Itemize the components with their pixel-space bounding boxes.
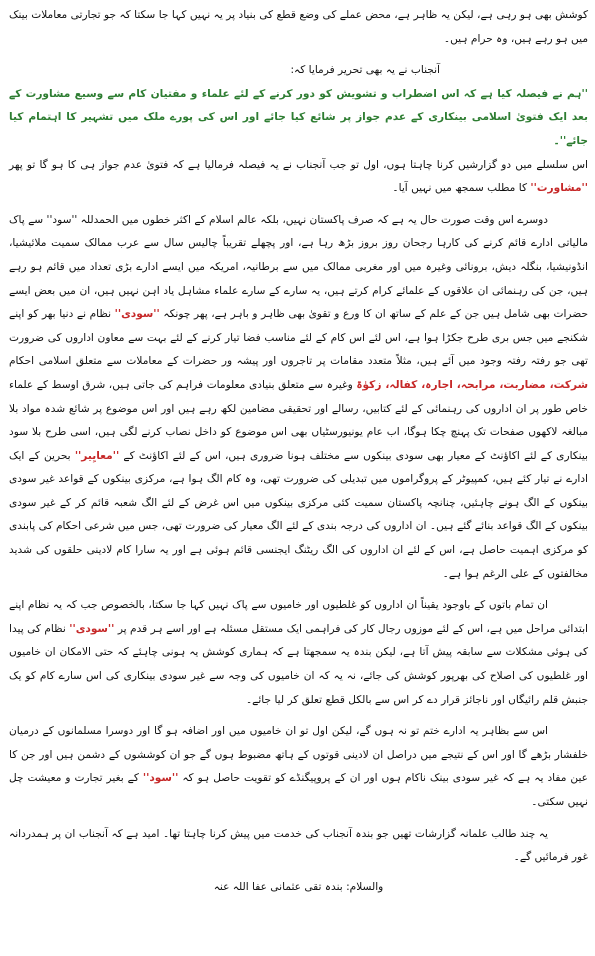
highlight-term: ''سودی'' — [69, 622, 115, 635]
paragraph-closing: یہ چند طالب علمانہ گزارشات تھیں جو بندہ آنجناب کی خدمت میں پیش کرنا چاہتا تھا۔ امید ہے کہ آنجناب ان پر ہمدردانہ غور فرمائیں گے۔ — [9, 827, 588, 864]
paragraph-text: کا مطلب سمجھ میں نہیں آیا۔ — [392, 182, 527, 195]
paragraph-text: بحرین کے ایک ادارے نے تیار کئے ہیں، کمپیوٹر کے پروگراموں میں تبدیلی کی ضرورت تھی، وہ کام الگ ہوا ہے، مرکزی بینکوں کے قواعد غیر سودی بینکوں کے الگ ہونے چاہئیں، چنانچہ پاکستان سمیت کئی مرکزی بینکوں میں اس غرض کے لئے الگ شعبہ قائم کر کے غیر سودی بینکوں کے الگ قواعد بنائے گئے ہیں۔ ان اداروں کی درجہ بندی کے لئے الگ معیار کی ضرورت تھی، جس میں شرعی احکام کی پابندی کو مرکزی اہمیت حاصل ہے، اس کے لئے ان اداروں کی الگ ریٹنگ ایجنسی قائم ہوئی ہے اور یہ سارا کام لادینی حلقوں کی شدید مخالفتوں کے علی الرغم ہوا ہے۔ — [9, 449, 588, 580]
paragraph-consequences — [9, 720, 588, 814]
paragraph-text: اس سے بظاہر یہ ادارے ختم تو نہ ہوں گے، لیکن اول تو ان خامیوں میں اور اضافہ ہو گا اور دوسرا مسلمانوں کے درمیان خلفشار بڑھے گا اور اس کے نتیجے میں دراصل ان لادینی قوتوں کے ہاتھ مضبوط ہوں گے جو ان کوششوں کے دشمن ہیں اور جن کا عین مفاد یہ ہے کہ غیر سودی بینک ناکام ہوں اور ان کے پروپیگنڈے کو تقویت حاصل ہو کہ — [9, 725, 588, 785]
quoted-decision: ''ہم نے فیصلہ کیا ہے کہ اس اضطراب و تشویش کو دور کرنے کے لئے علماء و مفتیان کام سے وسیع مشاورت کے بعد ایک فتویٰ اسلامی بینکاری کے عدم جواز پر شائع کیا جائے اور اس کی پورے ملک میں تشہیر کا اہتمام کیا جائے''۔ — [9, 87, 588, 147]
highlight-terms-list: شرکت، مضاربت، مرابحہ، اجارہ، کفالہ، زکوٰۃ — [356, 378, 588, 391]
paragraph-opening: کوشش بھی ہو رہی ہے، لیکن یہ ظاہر ہے، محض عملے کی وضع قطع کی بنیاد پر یہ نہیں کہا جا سکتا کہ جو تجارتی معاملات بینک میں ہو رہے ہیں، وہ حرام ہیں۔ — [9, 9, 588, 45]
quote-intro: آنجناب نے یہ بھی تحریر فرمایا کہ: — [290, 64, 440, 77]
paragraph-first-point — [9, 154, 588, 201]
paragraph-text: ان تمام باتوں کے باوجود یقیناً ان اداروں کو غلطیوں اور خامیوں سے پاک نہیں کہا جا سکتا، بالخصوص جب کہ یہ نظام اپنے ابتدائی مراحل میں ہے، اس کے لئے موزوں رجال کار کی فراہمی ایک مستقل مسئلہ ہے اور اسے ہر قدم پر — [9, 599, 588, 635]
paragraph-text: کے بغیر تجارت و معیشت چل نہیں سکتی۔ — [9, 772, 588, 808]
paragraph-text: اس سلسلے میں دو گزارشیں کرنا چاہتا ہوں، اول تو جب آنجناب نے یہ فیصلہ فرمالیا ہے کہ فتویٰ عدم جواز ہی کا ہو گا تو پھر — [9, 158, 588, 171]
highlight-term: ''سودی'' — [114, 308, 160, 321]
paragraph-text: نظام نے دنیا بھر کو اپنے شکنجے میں جس بری طرح جکڑا ہوا ہے، اس لئے اس کام کے لئے مناسب فضا تیار کرنے کے لئے بہت سے معاون اداروں کی ضرورت تھی جو رفتہ رفتہ وجود میں آئے ہیں، مثلاً متعدد مقامات پر تاجروں اور پیشہ ور حضرات کے معاملات سے متعلق اسلامی احکام — [9, 308, 588, 368]
paragraph-text: نظام کی پیدا کی ہوئی مشکلات سے سابقہ پیش آتا ہے، لیکن بندہ یہ سمجھتا ہے کہ ہماری کوشش یہ ہونی چاہئے کہ حتی الامکان ان خامیوں اور غلطیوں کی اصلاح کی بھرپور کوشش کی جائے، نہ یہ کہ ان خامیوں کی وجہ سے غیر سودی بینکاری کی اس سارے کام کو یک جنبش قلم رائیگاں اور ناجائز قرار دے کر اس سے بالکل قطع تعلق کر لیا جائے۔ — [9, 622, 588, 706]
paragraph-text: دوسرے اس وقت صورت حال یہ ہے کہ صرف پاکستان نہیں، بلکہ عالم اسلام کے اکثر خطوں میں الحمدللہ ''سود'' سے پاک مالیاتی ادارے قائم کرنے کی کارہا رجحان روز بروز بڑھ رہا ہے، اور پچھلے تقریباً چالیس سال سے عرب ممالک سمیت ملائیشیا، انڈونیشیا، بنگلہ دیش، برونائی وغیرہ میں اور مغربی ممالک میں سے برطانیہ، امریکہ میں ایسے ادارے بڑی تعداد میں قائم ہو رہے ہیں، جن کی رہنمائی ان علاقوں کے علمائے کرام کرتے ہیں، یہ سارے کے سارے علماء مشاہل یاد اہن نہیں ہیں، ان میں بعض ایسے حضرات بھی شامل ہیں جن کے علم کے ساتھ ان کا ورع و تقویٰ بھی ظاہر و باہر ہے، پھر چونکہ — [9, 213, 588, 321]
paragraph-text: وغیرہ سے متعلق بنیادی معلومات فراہم کی جاتی ہیں، شرق اوسط کے علماء خاص طور پر ان اداروں کی رہنمائی کے لئے کتابیں، رسالے اور تحقیقی مضامین لکھ رہے ہیں اور اس موضوع پر شائع شدہ مواد بلا مبالغہ لاکھوں صفحات تک پہنچ چکا ہوگا، اب عام یونیورسٹیاں بھی اس موضوع کو داخل نصاب کرنے لگی ہیں، اسی طرح بلا سود بینکاری کے لئے اکاؤنٹ کے معیار بھی سودی بینکوں سے مختلف ہونا ضروری ہیں، اس کے لئے اکاؤنٹ کے — [9, 378, 588, 462]
highlight-term: ''مشاورت'' — [530, 182, 588, 195]
signature: والسلام: بندہ تقی عثمانی عفا اللہ عنہ — [213, 880, 384, 893]
paragraph-second-point — [9, 209, 588, 587]
highlight-term: ''معایِیر'' — [74, 449, 120, 462]
paragraph-acknowledgement — [9, 594, 588, 712]
highlight-term: ''سود'' — [142, 772, 179, 785]
